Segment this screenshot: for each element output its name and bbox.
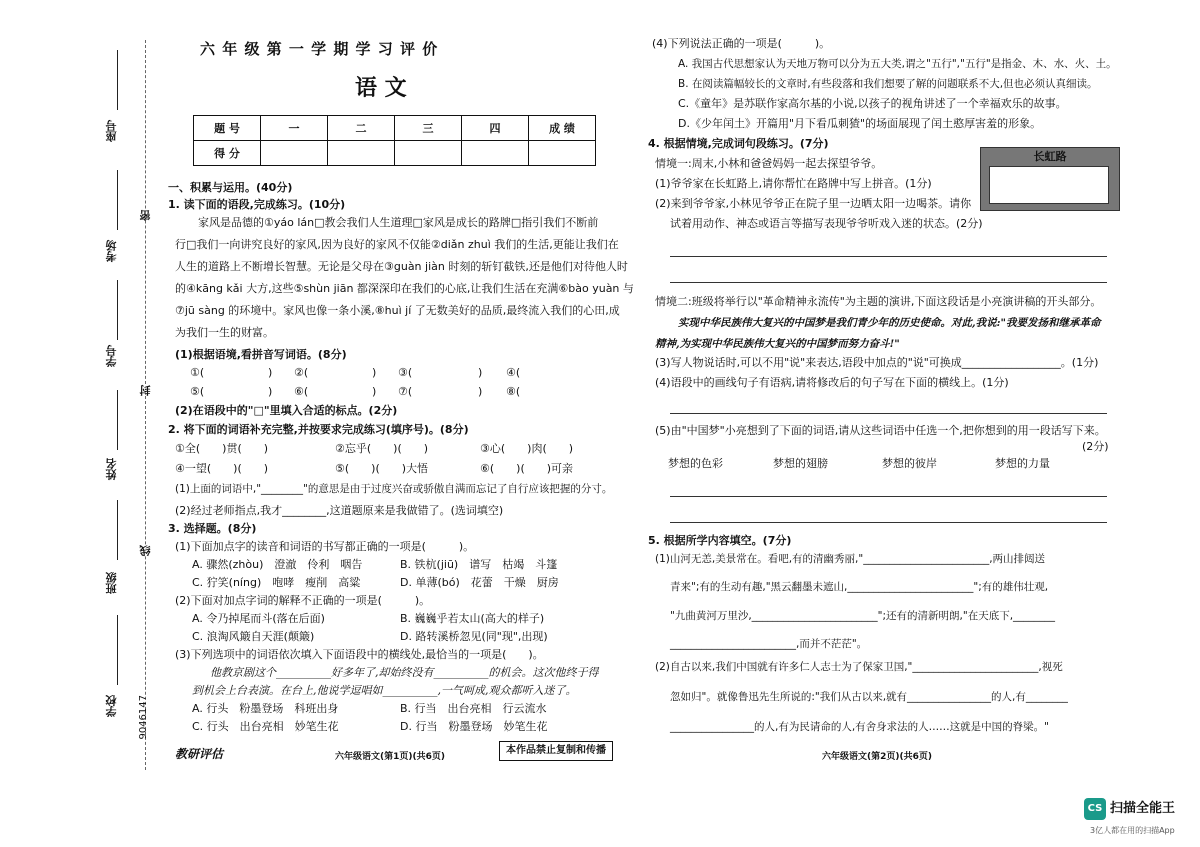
score-input-cell[interactable] <box>529 141 596 166</box>
question-5: 5. 根据所学内容填空。(7分) <box>648 534 792 547</box>
option-c: C. 狞笑(níng) 咆哮 瘦削 高粱 <box>192 576 361 589</box>
blank-close: ) <box>478 385 483 398</box>
name-fill-line <box>117 390 118 450</box>
paper-code: 9046147 <box>138 695 149 740</box>
blank-open: ⑧( <box>506 385 521 398</box>
passage-line: 他教京剧这个__________好多年了,却始终没有__________的机会。这次他终于得 <box>210 666 599 679</box>
dream-word: 梦想的彼岸 <box>882 457 937 470</box>
score-table <box>193 115 596 166</box>
fill-line: (2)自古以来,我们中国就有许多仁人志士为了保家卫国,"________________________,视死 <box>655 661 1063 673</box>
question-2: 2. 将下面的词语补充完整,并按要求完成练习(填序号)。(8分) <box>168 423 469 436</box>
question-1-1: (1)根据语境,看拼音写词语。(8分) <box>175 348 347 361</box>
passage-line: 行□我们一向讲究良好的家风,因为良好的家风不仅能②diǎn zhuì 我们的生活,更能让我们在 <box>175 238 619 251</box>
word-5: ⑤( )( )大悟 <box>335 462 429 475</box>
fill-line: ________________________,而并不茫茫"。 <box>670 638 868 650</box>
blank-open: ①( <box>190 366 205 379</box>
label-school: 学校 <box>105 695 118 717</box>
passage-line: ⑦jū sàng 的环境中。家风也像一条小溪,⑧huì jí 了无数美好的品质,最终流入我们的心田,成 <box>175 304 620 317</box>
passage-line: 到机会上台表演。在台上,他说学逗唱如__________,一气呵成,观众都听入迷了。 <box>192 684 577 697</box>
word-6: ⑥( )( )可亲 <box>480 462 574 475</box>
word-3: ③心( )肉( ) <box>480 442 574 455</box>
question-3-3: (3)下列选项中的词语依次填入下面语段中的横线处,最恰当的一项是( )。 <box>175 648 544 661</box>
score-header-cell: 二 <box>328 116 395 141</box>
question-2-1: (1)上面的词语中,"________"的意思是由于过度兴奋或骄傲自满而忘记了自行应该把握的分寸。 <box>175 483 613 495</box>
question-4-1: (1)爷爷家在长虹路上,请你帮忙在路牌中写上拼音。(1分) <box>655 177 932 190</box>
score-input-cell[interactable] <box>328 141 395 166</box>
option-b: B. 在阅读篇幅较长的文章时,有些段落和我们想要了解的问题联系不大,但也必须认真细读。 <box>678 78 1098 90</box>
fill-line: 青来";有的生动有趣,"黑云翻墨未遮山,________________________";有的雄伟壮观, <box>670 581 1049 593</box>
answer-line[interactable] <box>670 522 1107 523</box>
option-a: A. 我国古代思想家认为天地万物可以分为五大类,谓之"五行","五行"是指金、木、水、火、土。 <box>678 58 1117 70</box>
answer-line[interactable] <box>670 413 1107 414</box>
scanner-logo-icon: CS <box>1084 798 1106 820</box>
option-a: A. 令乃掉尾而斗(落在后面) <box>192 612 325 625</box>
scanner-app-name: 扫描全能王 <box>1110 801 1176 816</box>
blank-close: ) <box>268 385 273 398</box>
question-4: 4. 根据情境,完成词句段练习。(7分) <box>648 137 829 150</box>
question-3: 3. 选择题。(8分) <box>168 522 257 535</box>
blank-open: ⑦( <box>398 385 413 398</box>
question-4-3: (3)写人物说话时,可以不用"说"来表达,语段中加点的"说"可换成__________________。(1分) <box>655 356 1099 369</box>
question-1: 1. 读下面的语段,完成练习。(10分) <box>168 198 346 211</box>
question-4-2: (2)来到爷爷家,小林见爷爷正在院子里一边晒太阳一边喝茶。请你 <box>655 197 972 210</box>
subject-title: 语 文 <box>355 76 407 101</box>
road-sign-label: 长虹路 <box>1033 150 1067 163</box>
option-c: C.《童年》是苏联作家高尔基的小说,以孩子的视角讲述了一个幸福欢乐的故事。 <box>678 97 1067 110</box>
score-header-cell: 一 <box>261 116 328 141</box>
page-footer-right: 六年级语文(第2页)(共6页) <box>822 752 932 762</box>
word-2: ②忘乎( )( ) <box>335 442 429 455</box>
score-header-cell: 题 号 <box>194 116 261 141</box>
mark-mi: 密 <box>139 210 152 221</box>
question-4-2-cont: 试着用动作、神态或语言等描写表现爷爷听戏入迷的状态。(2分) <box>670 217 983 230</box>
score-input-cell[interactable] <box>261 141 328 166</box>
score-input-cell[interactable] <box>395 141 462 166</box>
option-a: A. 行头 粉墨登场 科班出身 <box>192 702 339 715</box>
label-name: 姓名 <box>105 458 118 480</box>
copyright-notice: 本作品禁止复制和传播 <box>499 741 613 761</box>
answer-line[interactable] <box>670 256 1107 257</box>
road-sign <box>980 147 1120 211</box>
blank-close: ) <box>372 366 377 379</box>
question-4-5: (5)由"中国梦"小亮想到了下面的词语,请从这些词语中任选一个,把你想到的用一段话写下来。 <box>655 424 1106 437</box>
seat-fill-line <box>117 50 118 110</box>
option-d: D.《少年闰土》开篇用"月下看瓜刺猹"的场面展现了闰土憨厚害羞的形象。 <box>678 117 1042 130</box>
brand-logo: 教研评估 <box>175 747 224 761</box>
label-room: 考场 <box>105 240 118 262</box>
speech-line: 精神,为实现中华民族伟大复兴的中国梦而努力奋斗!" <box>655 338 900 350</box>
score-header-cell: 成 绩 <box>529 116 596 141</box>
room-fill-line <box>117 170 118 230</box>
label-studentid: 学号 <box>105 345 118 367</box>
mark-xian: 线 <box>139 545 152 556</box>
score-header-cell: 四 <box>462 116 529 141</box>
option-d: D. 单薄(bó) 花蕾 干燥 厨房 <box>400 576 559 589</box>
page-footer-left: 六年级语文(第1页)(共6页) <box>335 752 445 762</box>
road-sign-answer-box[interactable] <box>989 166 1109 204</box>
blank-open: ⑤( <box>190 385 205 398</box>
blank-close: ) <box>372 385 377 398</box>
class-fill-line <box>117 500 118 560</box>
fill-line: ________________的人,有为民请命的人,有舍身求法的人……这就是中国的脊梁。" <box>670 721 1050 733</box>
mark-feng: 封 <box>139 385 152 396</box>
option-b: B. 铁杭(jiū) 谱写 枯竭 斗篷 <box>400 558 558 571</box>
question-3-4: (4)下列说法正确的一项是( )。 <box>652 37 831 50</box>
scenario-1: 情境一:周末,小林和爸爸妈妈一起去探望爷爷。 <box>655 157 883 170</box>
fill-line: "九曲黄河万里沙,________________________";还有的清新明朗,"在天底下,________ <box>670 610 1056 622</box>
question-2-2: (2)经过老师指点,我才________,这道题原来是我做错了。(选词填空) <box>175 504 504 517</box>
grade-title: 六 年 级 第 一 学 期 学 习 评 价 <box>200 40 439 58</box>
blank-open: ⑥( <box>294 385 309 398</box>
label-class: 班级 <box>105 572 118 594</box>
question-1-2: (2)在语段中的"□"里填入合适的标点。(2分) <box>175 404 398 417</box>
blank-close: ) <box>478 366 483 379</box>
word-4: ④一望( )( ) <box>175 462 269 475</box>
passage-line: 为我们一生的财富。 <box>175 326 274 339</box>
score-input-cell[interactable] <box>462 141 529 166</box>
question-3-2: (2)下面对加点字词的解释不正确的一项是( )。 <box>175 594 431 607</box>
dream-word: 梦想的力量 <box>995 457 1050 470</box>
label-seat: 座号 <box>105 120 118 142</box>
answer-line[interactable] <box>670 282 1107 283</box>
option-b: B. 巍巍乎若太山(高大的样子) <box>400 612 545 625</box>
word-1: ①全( )贯( ) <box>175 442 269 455</box>
blank-close: ) <box>268 366 273 379</box>
score-header-cell: 三 <box>395 116 462 141</box>
question-4-5-points: (2分) <box>1082 440 1109 453</box>
option-c: C. 行头 出台亮相 妙笔生花 <box>192 720 339 733</box>
scanner-tagline: 3亿人都在用的扫描App <box>1090 826 1175 835</box>
fill-line: 忽如归"。就像鲁迅先生所说的:"我们从古以来,就有________________的人,有________ <box>670 691 1068 703</box>
blank-open: ②( <box>294 366 309 379</box>
option-b: B. 行当 出台亮相 行云流水 <box>400 702 547 715</box>
passage-line: 家风是品德的①yáo lán□教会我们人生道理□家风是成长的路牌□指引我们不断前 <box>198 216 599 229</box>
section-title-1: 一、积累与运用。(40分) <box>168 181 293 194</box>
passage-line: 人生的道路上不断增长智慧。无论是父母在③guàn jiàn 时刻的斩钉截铁,还是他们对待他人时 <box>175 260 628 273</box>
school-fill-line <box>117 615 118 685</box>
option-a: A. 骤然(zhòu) 澄澈 伶利 咽告 <box>192 558 363 571</box>
option-d: D. 行当 粉墨登场 妙笔生花 <box>400 720 548 733</box>
blank-open: ③( <box>398 366 413 379</box>
question-3-1: (1)下面加点字的读音和词语的书写都正确的一项是( )。 <box>175 540 475 553</box>
blank-open: ④( <box>506 366 521 379</box>
scenario-2: 情境二:班级将举行以"革命精神永流传"为主题的演讲,下面这段话是小亮演讲稿的开头部分。 <box>655 295 1102 308</box>
score-label-cell: 得 分 <box>194 141 261 166</box>
binding-dashed-line <box>145 40 146 770</box>
question-4-4: (4)语段中的画线句子有语病,请将修改后的句子写在下面的横线上。(1分) <box>655 376 1009 389</box>
fill-line: (1)山河无恙,美景常在。看吧,有的清幽秀丽,"________________________,两山排闼送 <box>655 553 1046 565</box>
answer-line[interactable] <box>670 496 1107 497</box>
speech-line: 实现中华民族伟大复兴的中国梦是我们青少年的历史使命。对此,我说:"我要发扬和继承革命 <box>678 317 1101 329</box>
option-d: D. 路转溪桥忽见(同"现",出现) <box>400 630 548 643</box>
passage-line: 的④kāng kǎi 大方,这些⑤shùn jiān 都深深印在我们的心底,让我们生活在充满⑥bào yuàn 与 <box>175 282 634 295</box>
studentid-fill-line <box>117 280 118 340</box>
option-c: C. 浪淘风簸自天涯(颠簸) <box>192 630 315 643</box>
dream-word: 梦想的色彩 <box>668 457 723 470</box>
dream-word: 梦想的翅膀 <box>773 457 828 470</box>
